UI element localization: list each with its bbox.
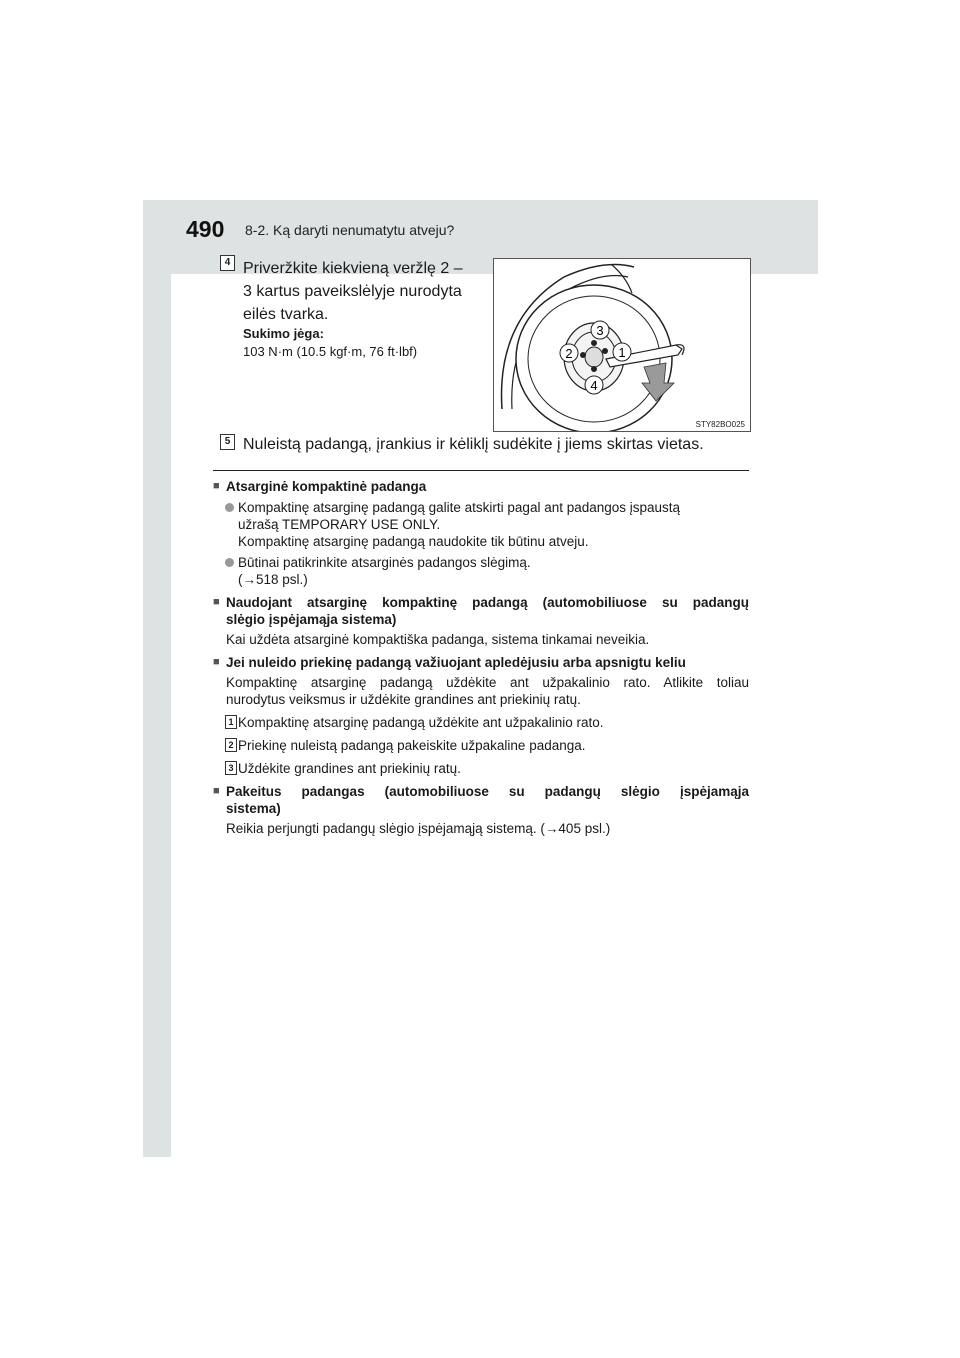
callout-3: 3 — [596, 323, 604, 338]
substep-1-text: Kompaktinę atsarginę padangą uždėkite ant užpakalinio rato. — [238, 715, 604, 730]
callout-2: 2 — [565, 346, 573, 361]
substep-1-number: 1 — [225, 715, 237, 729]
notes-section — [213, 478, 749, 837]
substep-3-text: Uždėkite grandines ant priekinių ratų. — [238, 761, 461, 776]
hub — [585, 347, 603, 367]
note-1-bullet-1-line-3: Kompaktinę atsarginę padangą naudokite tik būtinu atveju. — [238, 534, 589, 549]
callout-1: 1 — [618, 345, 626, 360]
note-1-heading: ■ Atsarginė kompaktinė padanga — [213, 478, 749, 495]
note-2-heading — [213, 594, 749, 628]
note-1-bullet-2 — [213, 554, 749, 588]
note-3-heading: ■ Jei nuleido priekinę padangą važiuojant apledėjusiu arba apsnigtu keliu — [213, 654, 749, 671]
step-4-number: 4 — [220, 255, 235, 271]
step-4-line-1: Priveržkite kiekvieną veržlę 2 – — [243, 260, 463, 277]
step-4-text — [243, 257, 479, 326]
note-2-heading-line-2: slėgio įspėjamąja sistema) — [226, 612, 397, 627]
nut-2 — [580, 352, 586, 358]
note-3-text-line-2: nurodytus veiksmus ir uždėkite grandines ant priekinių ratų. — [226, 692, 581, 707]
bullet-dot-icon — [225, 558, 234, 567]
note-1-bullet-2-line-1: Būtinai patikrinkite atsarginės padangos slėgimą. — [238, 555, 531, 570]
nut-4 — [591, 366, 597, 372]
note-2-text: Kai uždėta atsarginė kompaktiška padanga, sistema tinkamai neveikia. — [226, 632, 650, 647]
step-5-text: Nuleistą padangą, įrankius ir kėliklį sudėkite į jiems skirtas vietas. — [243, 436, 704, 453]
step-5-number: 5 — [220, 434, 235, 450]
note-1-bullet-1-line-1: Kompaktinę atsarginę padangą galite atskirti pagal ant padangos įspaustą — [238, 500, 681, 515]
callout-4: 4 — [590, 378, 598, 393]
note-2-heading-line-1: ■ Naudojant atsarginę kompaktinę padangą (automobiliuose su padangų — [226, 595, 749, 610]
note-4-heading-line-2: sistema) — [226, 801, 281, 816]
chapter-title: 8-2. Ką daryti nenumatytu atveju? — [245, 222, 455, 238]
wheel-nut-tightening-figure — [493, 258, 751, 432]
note-4-heading — [213, 783, 749, 817]
figure-code: STY82BO025 — [695, 420, 745, 429]
nut-1 — [602, 348, 608, 354]
substep-2-number: 2 — [225, 738, 237, 752]
side-band — [143, 200, 171, 1157]
note-3-text — [213, 674, 749, 708]
bullet-dot-icon — [225, 503, 234, 512]
note-1-bullet-1-line-2: užrašą TEMPORARY USE ONLY. — [238, 517, 441, 532]
page-number: 490 — [186, 216, 225, 242]
substep-2-text: Priekinę nuleistą padangą pakeiskite užpakaline padanga. — [238, 738, 586, 753]
wheel-illustration — [494, 259, 750, 431]
section-divider — [213, 470, 749, 471]
step-4-line-2: 3 kartus paveikslėlyje nurodyta — [243, 283, 462, 300]
note-3-substep-3 — [213, 760, 749, 777]
substep-3-number: 3 — [225, 761, 237, 775]
note-3-substep-1 — [213, 714, 749, 731]
step-4-line-3: eilės tvarka. — [243, 306, 329, 323]
torque-label: Sukimo jėga: — [243, 326, 324, 341]
note-4-text: Reikia perjungti padangų slėgio įspėjamąją sistemą. (→405 psl.) — [226, 821, 611, 836]
note-4-heading-line-1: ■ Pakeitus padangas (automobiliuose su padangų slėgio įspėjamąja — [226, 784, 749, 799]
torque-value: 103 N·m (10.5 kgf·m, 76 ft·lbf) — [243, 344, 418, 359]
note-1-bullet-1 — [213, 499, 749, 550]
note-3-substep-2 — [213, 737, 749, 754]
note-3-text-line-1: Kompaktinę atsarginę padangą uždėkite ant užpakalinio rato. Atlikite toliau — [226, 675, 749, 690]
nut-3 — [591, 340, 597, 346]
page-reference-518: (→518 psl.) — [238, 572, 308, 587]
